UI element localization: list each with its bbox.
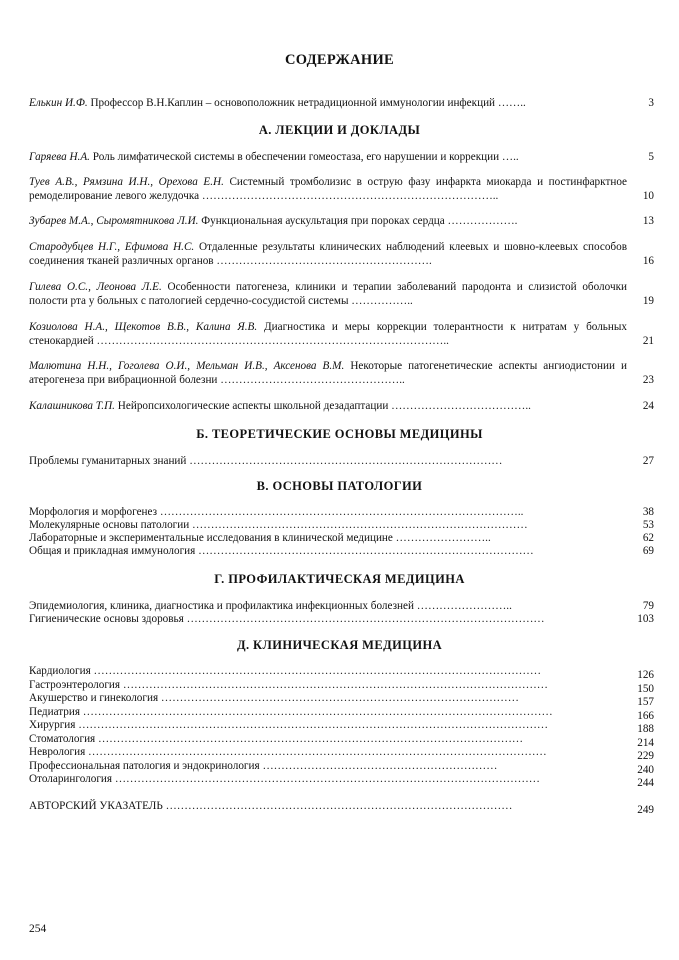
toc-entry [29,320,627,348]
entry-page: 23 [642,374,654,386]
entry-page: 5 [648,151,654,163]
section-heading-g: Г. ПРОФИЛАКТИЧЕСКАЯ МЕДИЦИНА [214,572,465,586]
entry-title: Молекулярные основы патологии ……………………………………………………………………………… [29,519,528,531]
entry-page: 244 [637,777,654,789]
entry-title: Неврология …………………………………………………………………………………………………………… [29,746,547,758]
entry-page: 19 [642,295,654,307]
entry-page: 188 [637,723,654,735]
toc-entry [29,454,627,468]
toc-entry-author-index [29,799,627,813]
entry-page: 103 [637,613,654,625]
toc-entry [29,150,627,164]
entry-title: Гигиенические основы здоровья …………………………………………………………………………………… [29,613,545,625]
entry-title: Педиатрия ……………………………………………………………………………………………………………… [29,706,553,718]
entry-page: 126 [637,669,654,681]
entry-page: 214 [637,737,654,749]
entry-authors: Туев А.В., Рямзина И.Н., Орехова Е.Н. [29,176,224,188]
entry-authors: Гаряева Н.А. [29,151,90,163]
entry-page: 69 [642,545,654,557]
entry-title: Проблемы гуманитарных знаний ………………………………………………………………………… [29,455,503,467]
entry-title: Лабораторные и экспериментальные исследования в клинической медицине …………………….. [29,532,491,544]
entry-page: 38 [642,506,654,518]
toc-entry [29,531,627,545]
entry-title: Функциональная аускультация при пороках сердца ………………. [201,215,518,227]
toc-entry-intro [29,96,627,110]
toc-entry [29,359,627,387]
entry-title: Отоларингология …………………………………………………………………………………………………… [29,773,540,785]
section-heading-b: Б. ТЕОРЕТИЧЕСКИЕ ОСНОВЫ МЕДИЦИНЫ [196,427,483,441]
entry-title: Профессиональная патология и эндокринология ……………………………………………………… [29,760,498,772]
entry-title: Нейропсихологические аспекты школьной дезадаптации ……………………………….. [117,400,531,412]
toc-entry [29,612,627,626]
toc-entry [29,505,627,519]
toc-entry [29,691,627,705]
entry-title: Эпидемиология, клиника, диагностика и профилактика инфекционных болезней …………………….. [29,600,512,612]
entry-title: Некоторые патогенетические аспекты ангиодистонии и атерогенеза при вибрационной болезни ………………………………………….. [29,360,627,386]
entry-page: 16 [642,255,654,267]
entry-title: Стоматология …………………………………………………………………………………………………… [29,733,524,745]
entry-page: 79 [642,600,654,612]
page-number: 254 [29,923,47,935]
entry-title: Системный тромболизис в острую фазу инфаркта миокарда и постинфарктное ремоделирование левого желудочка …………………………………………………………………….. [29,176,628,202]
page-title: СОДЕРЖАНИЕ [284,52,395,68]
entry-page: 53 [642,519,654,531]
entry-page: 150 [637,683,654,695]
toc-entry [29,705,627,719]
entry-title: АВТОРСКИЙ УКАЗАТЕЛЬ ………………………………………………………………………………… [29,800,513,812]
toc-entry [29,240,627,268]
toc-entry [29,518,627,532]
entry-page: 249 [637,804,654,816]
toc-entry [29,772,627,786]
entry-page: 229 [637,750,654,762]
entry-title: Особенности патогенеза, клиники и терапии заболеваний пародонта и слизистой оболочки полости рта у больных с патологией сердечно-сосудистой системы …………….. [29,281,627,307]
entry-page: 62 [642,532,654,544]
toc-entry [29,664,627,678]
toc-entry [29,280,627,308]
entry-page: 13 [642,215,654,227]
toc-entry [29,599,627,613]
entry-title: Кардиология ………………………………………………………………………………………………………… [29,665,542,677]
entry-page: 24 [642,400,654,412]
toc-entry [29,214,627,228]
entry-title: Общая и прикладная иммунология ……………………………………………………………………………… [29,545,534,557]
entry-authors: Гилева О.С., Леонова Л.Е. [29,281,162,293]
entry-page: 10 [642,190,654,202]
toc-entry [29,732,627,746]
toc-entry [29,544,627,558]
entry-page: 166 [637,710,654,722]
entry-page: 27 [642,455,654,467]
section-heading-v: В. ОСНОВЫ ПАТОЛОГИИ [256,479,423,493]
toc-entry [29,718,627,732]
entry-authors: Зубарев М.А., Сыромятникова Л.И. [29,215,199,227]
entry-authors: Елькин И.Ф. [29,97,88,109]
entry-title: Акушерство и гинекология …………………………………………………………………………………… [29,692,519,704]
entry-title: Роль лимфатической системы в обеспечении гомеостаза, его нарушении и коррекции ….. [92,151,519,163]
toc-entry [29,175,627,203]
entry-title: Гастроэнтерология …………………………………………………………………………………………………… [29,679,548,691]
section-heading-d: Д. КЛИНИЧЕСКАЯ МЕДИЦИНА [236,638,443,652]
entry-title: Отдаленные результаты клинических наблюдений клеевых и шовно-клеевых способов соединения тканей различных органов …………………………………………………. [29,241,627,267]
entry-title: Морфология и морфогенез …………………………………………………………………………………….. [29,506,524,518]
toc-entry [29,678,627,692]
entry-title: Профессор В.Н.Каплин – основоположник нетрадиционной иммунологии инфекций …….. [90,97,526,109]
entry-page: 3 [648,97,654,109]
entry-title: Диагностика и меры коррекции толерантности к нитратам у больных стенокардией ………………………………………………………………………………….. [29,321,628,347]
entry-authors: Козиолова Н.А., Щекотов В.В., Калина Я.В. [29,321,258,333]
toc-entry [29,745,627,759]
toc-entry [29,759,627,773]
entry-authors: Калашникова Т.П. [29,400,115,412]
entry-page: 21 [642,335,654,347]
entry-page: 157 [637,696,654,708]
entry-authors: Малютина Н.Н., Гоголева О.И., Мельман И.В., Аксенова В.М. [29,360,345,372]
section-heading-a: А. ЛЕКЦИИ И ДОКЛАДЫ [258,123,421,137]
entry-title: Хирургия ……………………………………………………………………………………………………………… [29,719,549,731]
entry-page: 240 [637,764,654,776]
entry-authors: Стародубцев Н.Г., Ефимова Н.С. [29,241,195,253]
toc-entry [29,399,627,413]
